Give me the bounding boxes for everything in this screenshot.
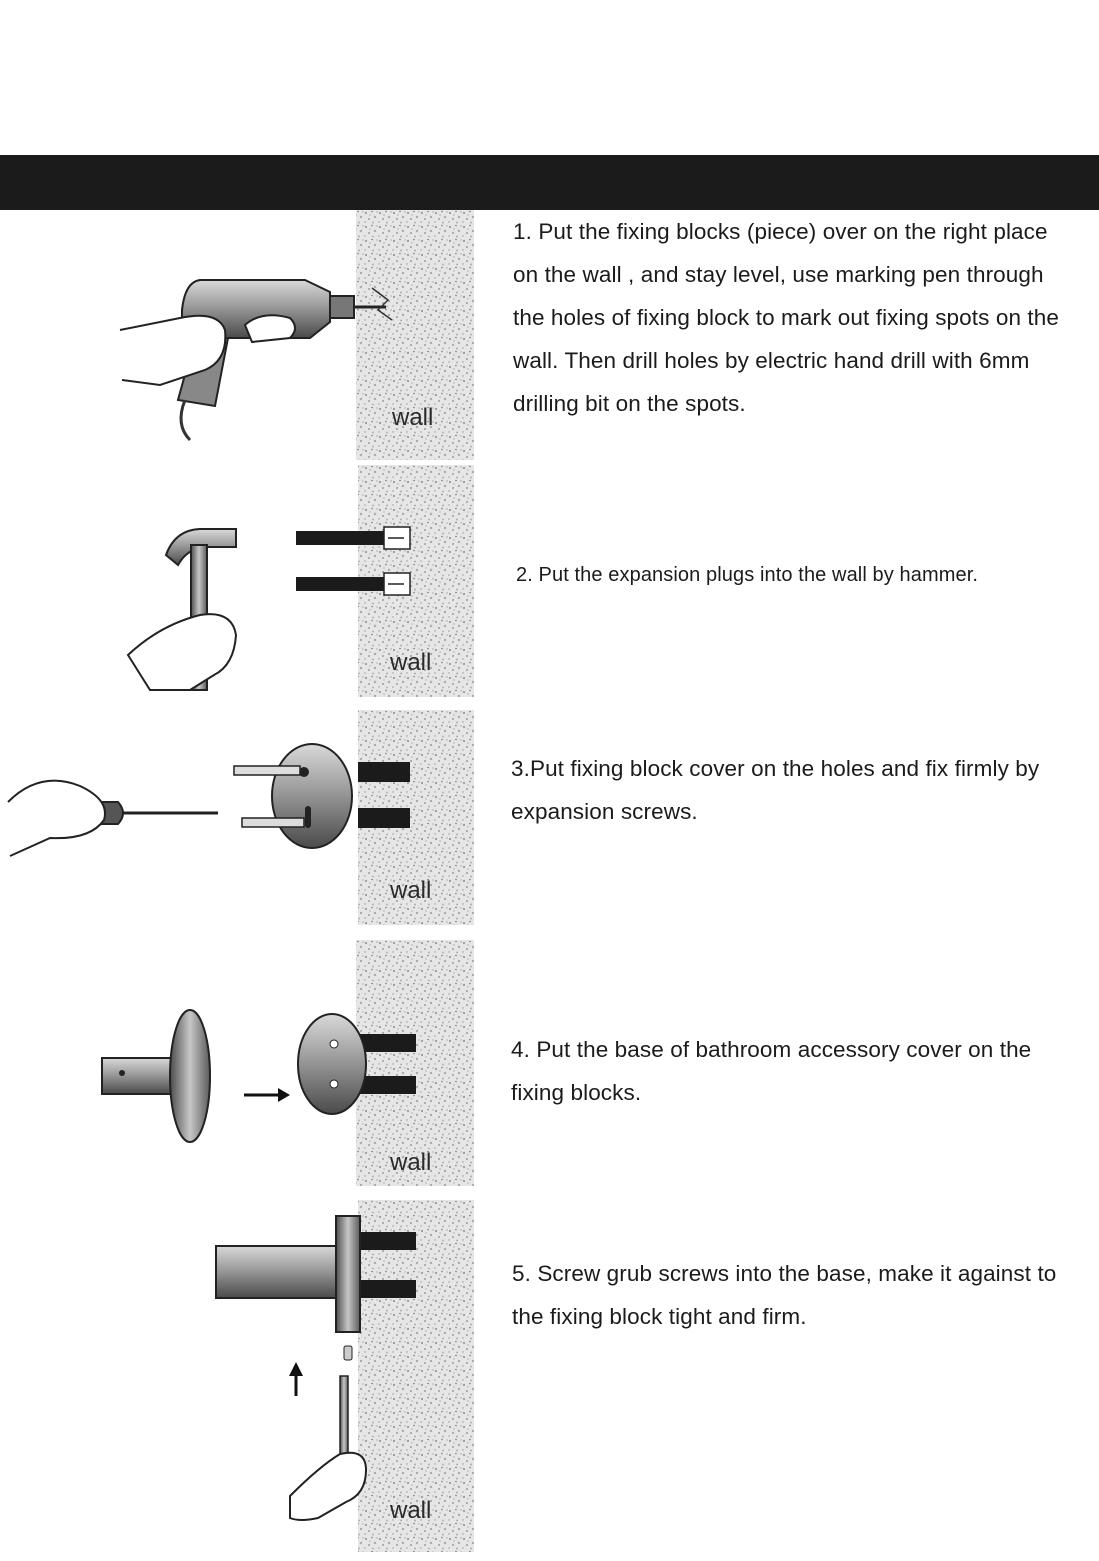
step-5 [0,1200,1099,1555]
screwdriver-icon [0,710,480,930]
step-2 [0,465,1099,705]
wall-label: wall [390,1149,432,1176]
step-1 [0,210,1099,470]
step-2-text: 2. Put the expansion plugs into the wall by hammer. [516,564,979,586]
step-3 [0,710,1099,930]
step-4 [0,940,1099,1190]
hammer-icon [0,465,480,705]
accessory-base-icon [0,940,480,1190]
step-5-text: 5. Screw grub screws into the base, make it against to the fixing block tight and firm. [512,1261,1057,1329]
step-3-text: 3.Put fixing block cover on the holes and fix firmly by expansion screws. [511,756,1040,824]
step-4-text: 4. Put the base of bathroom accessory cover on the fixing blocks. [511,1037,1032,1105]
header-bar [0,155,1099,210]
step-1-text: 1. Put the fixing blocks (piece) over on the right place on the wall , and stay level, use marking pen through the holes of fixing block to mark out fixing spots on the wall. Then drill holes by electric hand drill with 6mm drilling bit on the spots. [513,219,1059,416]
grub-screw-icon [0,1200,480,1555]
wall-label: wall [392,404,434,431]
wall-label: wall [390,877,432,904]
wall-label: wall [390,649,432,676]
drill-icon [0,210,480,470]
wall-label: wall [390,1497,432,1524]
